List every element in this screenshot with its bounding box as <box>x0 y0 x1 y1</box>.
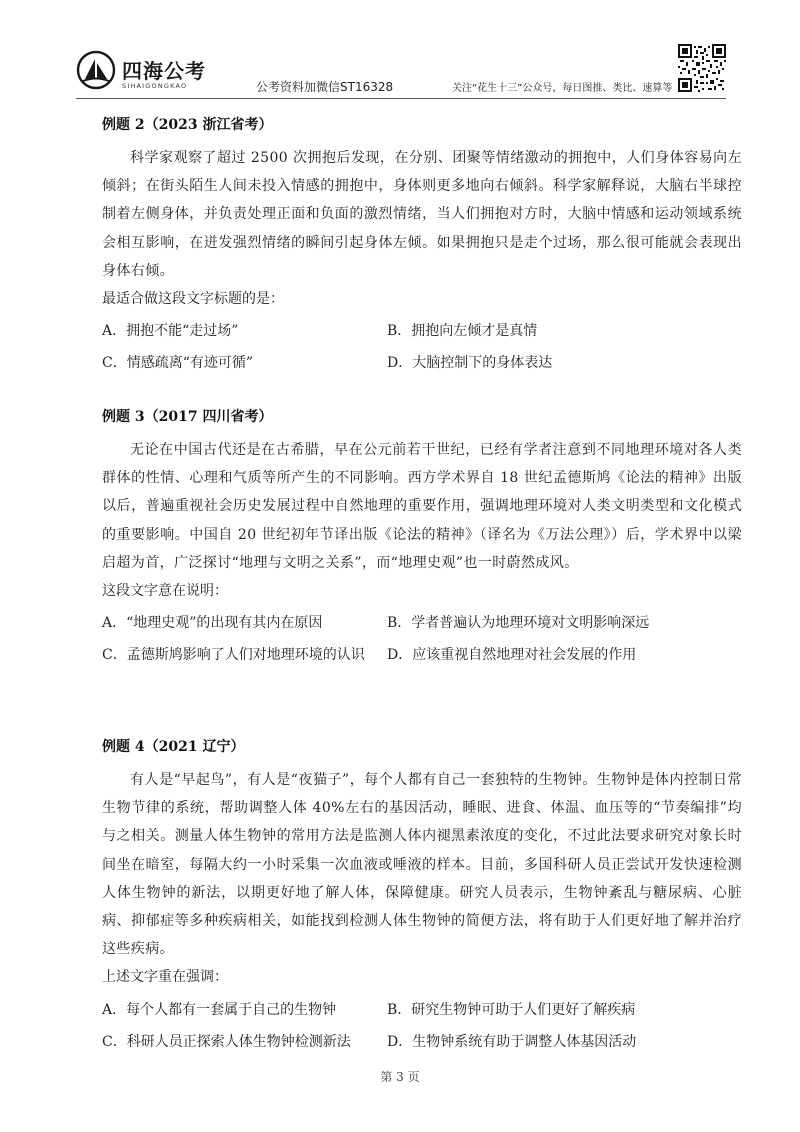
option-c: C．科研人员正探索人体生物钟检测新法 <box>102 1033 351 1050</box>
option-b: B．研究生物钟可助于人们更好了解疾病 <box>387 1001 636 1018</box>
option-row <box>102 315 742 347</box>
option-c: C．孟德斯鸠影响了人们对地理环境的认识 <box>102 647 365 664</box>
example-passage: 有人是“早起鸟”，有人是“夜猫子”，每个人都有自己一套独特的生物钟。生物钟是体内控制日常生物节律的系统，帮助调整人体 40%左右的基因活动，睡眠、进食、体温、血压等的“节奏编排”均与之相关。测量人体生物钟的常用方法是监测人体内褪黑素浓度的变化，不过此法要求研究对象长时间坐在暗室，每隔大约一小时采集一次血液或唾液的样本。目前，多国科研人员正尝试开发快速检测人体生物钟的新法，以期更好地了解人体，保障健康。研究人员表示，生物钟紊乱与糖尿病、心脏病、抑郁症等多种疾病相关，如能找到检测人体生物钟的简便方法，将有助于人们更好地了解并治疗这些疾病。 <box>102 772 742 958</box>
brand-subtitle: SIHAIGONGKAO <box>122 82 188 90</box>
page-header <box>0 0 800 100</box>
option-row <box>102 347 742 379</box>
example-passage: 无论在中国古代还是在古希腊，早在公元前若干世纪，已经有学者注意到不同地理环境对各人类群体的性情、心理和气质等所产生的不同影响。西方学术界自 18 世纪孟德斯鸠《论法的精神》出版以后，普遍重视社会历史发展过程中自然地理的重要作用，强调地理环境对人类文明类型和文化模式的重要影响。中国自 20 世纪初年节译出版《论法的精神》（译名为《万法公理》）后，学术界中以梁启超为首，广泛探讨“地理与文明之关系”，而“地理史观”也一时蔚然成风。 <box>102 442 742 571</box>
contact-text: 公考资料加微信ST16328 <box>256 80 394 94</box>
option-row <box>102 1026 742 1058</box>
option-row <box>102 639 742 671</box>
example-2 <box>102 114 742 379</box>
page-number: 第 3 页 <box>380 1070 420 1084</box>
brand-name: 四海公考 <box>122 59 206 83</box>
example-title: 例题 4（2021 辽宁） <box>102 739 245 755</box>
promo-text: 关注“花生十三”公众号，每日图推、类比、速算等 <box>452 83 673 94</box>
option-a: A．拥抱不能“走过场” <box>102 323 239 340</box>
option-a: A．每个人都有一套属于自己的生物钟 <box>102 1001 337 1018</box>
qr-code-icon <box>678 44 726 92</box>
option-d: D．生物钟系统有助于调整人体基因活动 <box>387 1033 637 1050</box>
example-question: 最适合做这段文字标题的是： <box>102 291 284 308</box>
option-list <box>102 607 742 671</box>
example-title: 例题 2（2023 浙江省考） <box>102 117 273 133</box>
example-3 <box>102 406 742 671</box>
example-title: 例题 3（2017 四川省考） <box>102 409 273 425</box>
option-list <box>102 315 742 379</box>
option-a: A．“地理史观”的出现有其内在原因 <box>102 615 323 632</box>
option-list <box>102 994 742 1058</box>
sihai-logo-icon <box>76 50 116 90</box>
example-question: 这段文字意在说明： <box>102 583 228 600</box>
option-d: D．应该重视自然地理对社会发展的作用 <box>387 647 637 664</box>
example-4 <box>102 736 742 1058</box>
option-d: D．大脑控制下的身体表达 <box>387 355 553 372</box>
option-b: B．拥抱向左倾才是真情 <box>387 323 538 340</box>
header-divider <box>76 98 726 99</box>
option-row <box>102 994 742 1026</box>
example-question: 上述文字重在强调： <box>102 969 228 986</box>
option-row <box>102 607 742 639</box>
option-c: C．情感疏离“有迹可循” <box>102 355 254 372</box>
option-b: B．学者普遍认为地理环境对文明影响深远 <box>387 615 650 632</box>
example-passage: 科学家观察了超过 2500 次拥抱后发现，在分别、团聚等情绪激动的拥抱中，人们身体容易向左倾斜；在街头陌生人间未投入情感的拥抱中，身体则更多地向右倾斜。科学家解释说，大脑右半球控制着左侧身体，并负责处理正面和负面的激烈情绪，当人们拥抱对方时，大脑中情感和运动领域系统会相互影响，在迸发强烈情绪的瞬间引起身体左倾。如果拥抱只是走个过场，那么很可能就会表现出身体右倾。 <box>102 150 742 279</box>
